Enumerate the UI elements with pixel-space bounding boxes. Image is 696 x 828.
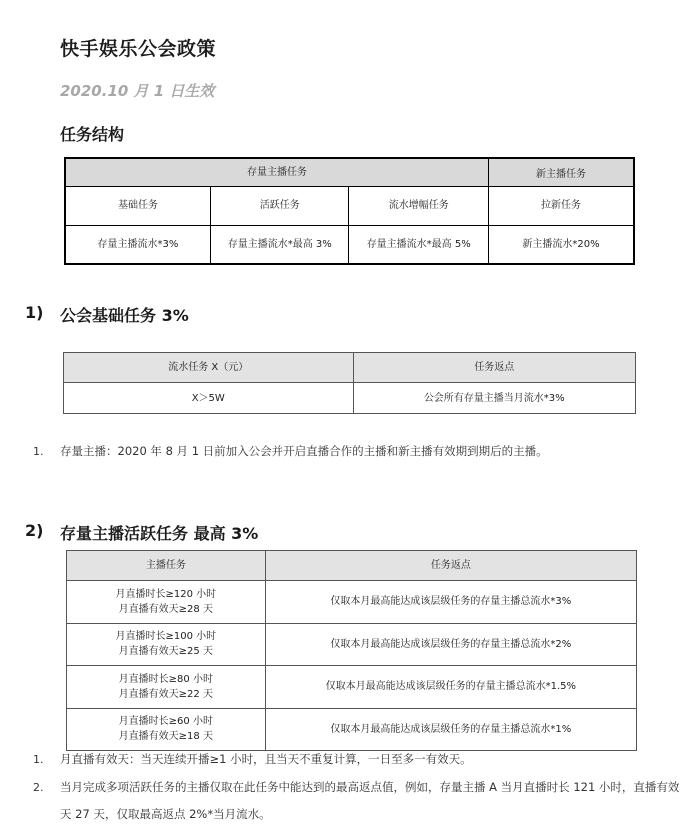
reward-cell: 仅取本月最高能达成该层级任务的存量主播总流水*3% — [265, 581, 636, 624]
basic-task-table — [63, 352, 636, 414]
header-cell: 任务返点 — [265, 551, 636, 581]
task-cell: 流水增幅任务 — [349, 186, 488, 225]
table-row — [67, 581, 637, 624]
reward-cell: 存量主播流水*最高 5% — [349, 225, 488, 264]
note-item — [33, 438, 680, 465]
days-condition: 月直播有效天≥22 天 — [118, 688, 213, 700]
condition-cell: X＞5W — [64, 383, 354, 414]
document-title: 快手娱乐公会政策 — [60, 38, 217, 60]
days-condition: 月直播有效天≥18 天 — [118, 731, 213, 743]
header-new-group: 新主播任务 — [488, 158, 634, 186]
reward-cell: 仅取本月最高能达成该层级任务的存量主播总流水*2% — [265, 623, 636, 666]
task-cell: 拉新任务 — [488, 186, 634, 225]
days-condition: 月直播有效天≥25 天 — [118, 646, 213, 658]
condition-cell — [67, 708, 266, 751]
reward-cell: 存量主播流水*最高 3% — [210, 225, 348, 264]
reward-cell: 存量主播流水*3% — [65, 225, 210, 264]
section-title-active — [25, 521, 259, 544]
condition-cell — [67, 666, 266, 709]
table-header-row — [64, 353, 636, 383]
section-number: 2) — [25, 521, 44, 540]
section-number: 1) — [25, 303, 44, 322]
table-header-row — [67, 551, 637, 581]
reward-cell: 仅取本月最高能达成该层级任务的存量主播总流水*1% — [265, 708, 636, 751]
table-row — [64, 383, 636, 414]
duration-condition: 月直播时长≥60 小时 — [118, 716, 213, 728]
note-item — [33, 746, 680, 773]
section-heading: 公会基础任务 3% — [60, 306, 189, 325]
duration-condition: 月直播时长≥80 小时 — [118, 673, 213, 685]
table-header-row — [65, 158, 634, 186]
effective-date: 2020.10 月 1 日生效 — [60, 82, 215, 100]
note-number: 1. — [33, 753, 44, 766]
duration-condition: 月直播时长≥120 小时 — [115, 588, 217, 600]
reward-cell: 新主播流水*20% — [488, 225, 634, 264]
note-number: 2. — [33, 781, 44, 794]
header-cell: 主播任务 — [67, 551, 266, 581]
note-text: 月直播有效天：当天连续开播≥1 小时，且当天不重复计算，一日至多一有效天。 — [60, 752, 472, 766]
task-cell: 活跃任务 — [210, 186, 348, 225]
condition-cell — [67, 623, 266, 666]
duration-condition: 月直播时长≥100 小时 — [115, 631, 217, 643]
note-number: 1. — [33, 445, 44, 458]
reward-cell: 仅取本月最高能达成该层级任务的存量主播总流水*1.5% — [265, 666, 636, 709]
task-structure-table — [64, 157, 635, 265]
active-task-table — [66, 550, 637, 751]
header-cell: 任务返点 — [353, 353, 636, 383]
days-condition: 月直播有效天≥28 天 — [118, 603, 213, 615]
section-title-structure: 任务结构 — [60, 125, 125, 144]
note-text: 存量主播：2020 年 8 月 1 日前加入公会并开启直播合作的主播和新主播有效期到期后的主播。 — [60, 444, 548, 458]
task-cell: 基础任务 — [65, 186, 210, 225]
table-row — [67, 666, 637, 709]
section-title-basic — [25, 303, 189, 326]
table-row — [65, 186, 634, 225]
header-cell: 流水任务 X（元） — [64, 353, 354, 383]
section-heading: 存量主播活跃任务 最高 3% — [60, 524, 259, 543]
condition-cell — [67, 581, 266, 624]
table-row — [67, 708, 637, 751]
note-item — [33, 774, 680, 828]
table-row — [65, 225, 634, 264]
reward-cell: 公会所有存量主播当月流水*3% — [353, 383, 636, 414]
note-text: 当月完成多项活跃任务的主播仅取在此任务中能达到的最高返点值，例如，存量主播 A 当月直播时长 121 小时，直播有效天 27 天，仅取最高返点 2%*当月流水。 — [60, 780, 680, 821]
header-existing-group: 存量主播任务 — [65, 158, 488, 186]
table-row — [67, 623, 637, 666]
